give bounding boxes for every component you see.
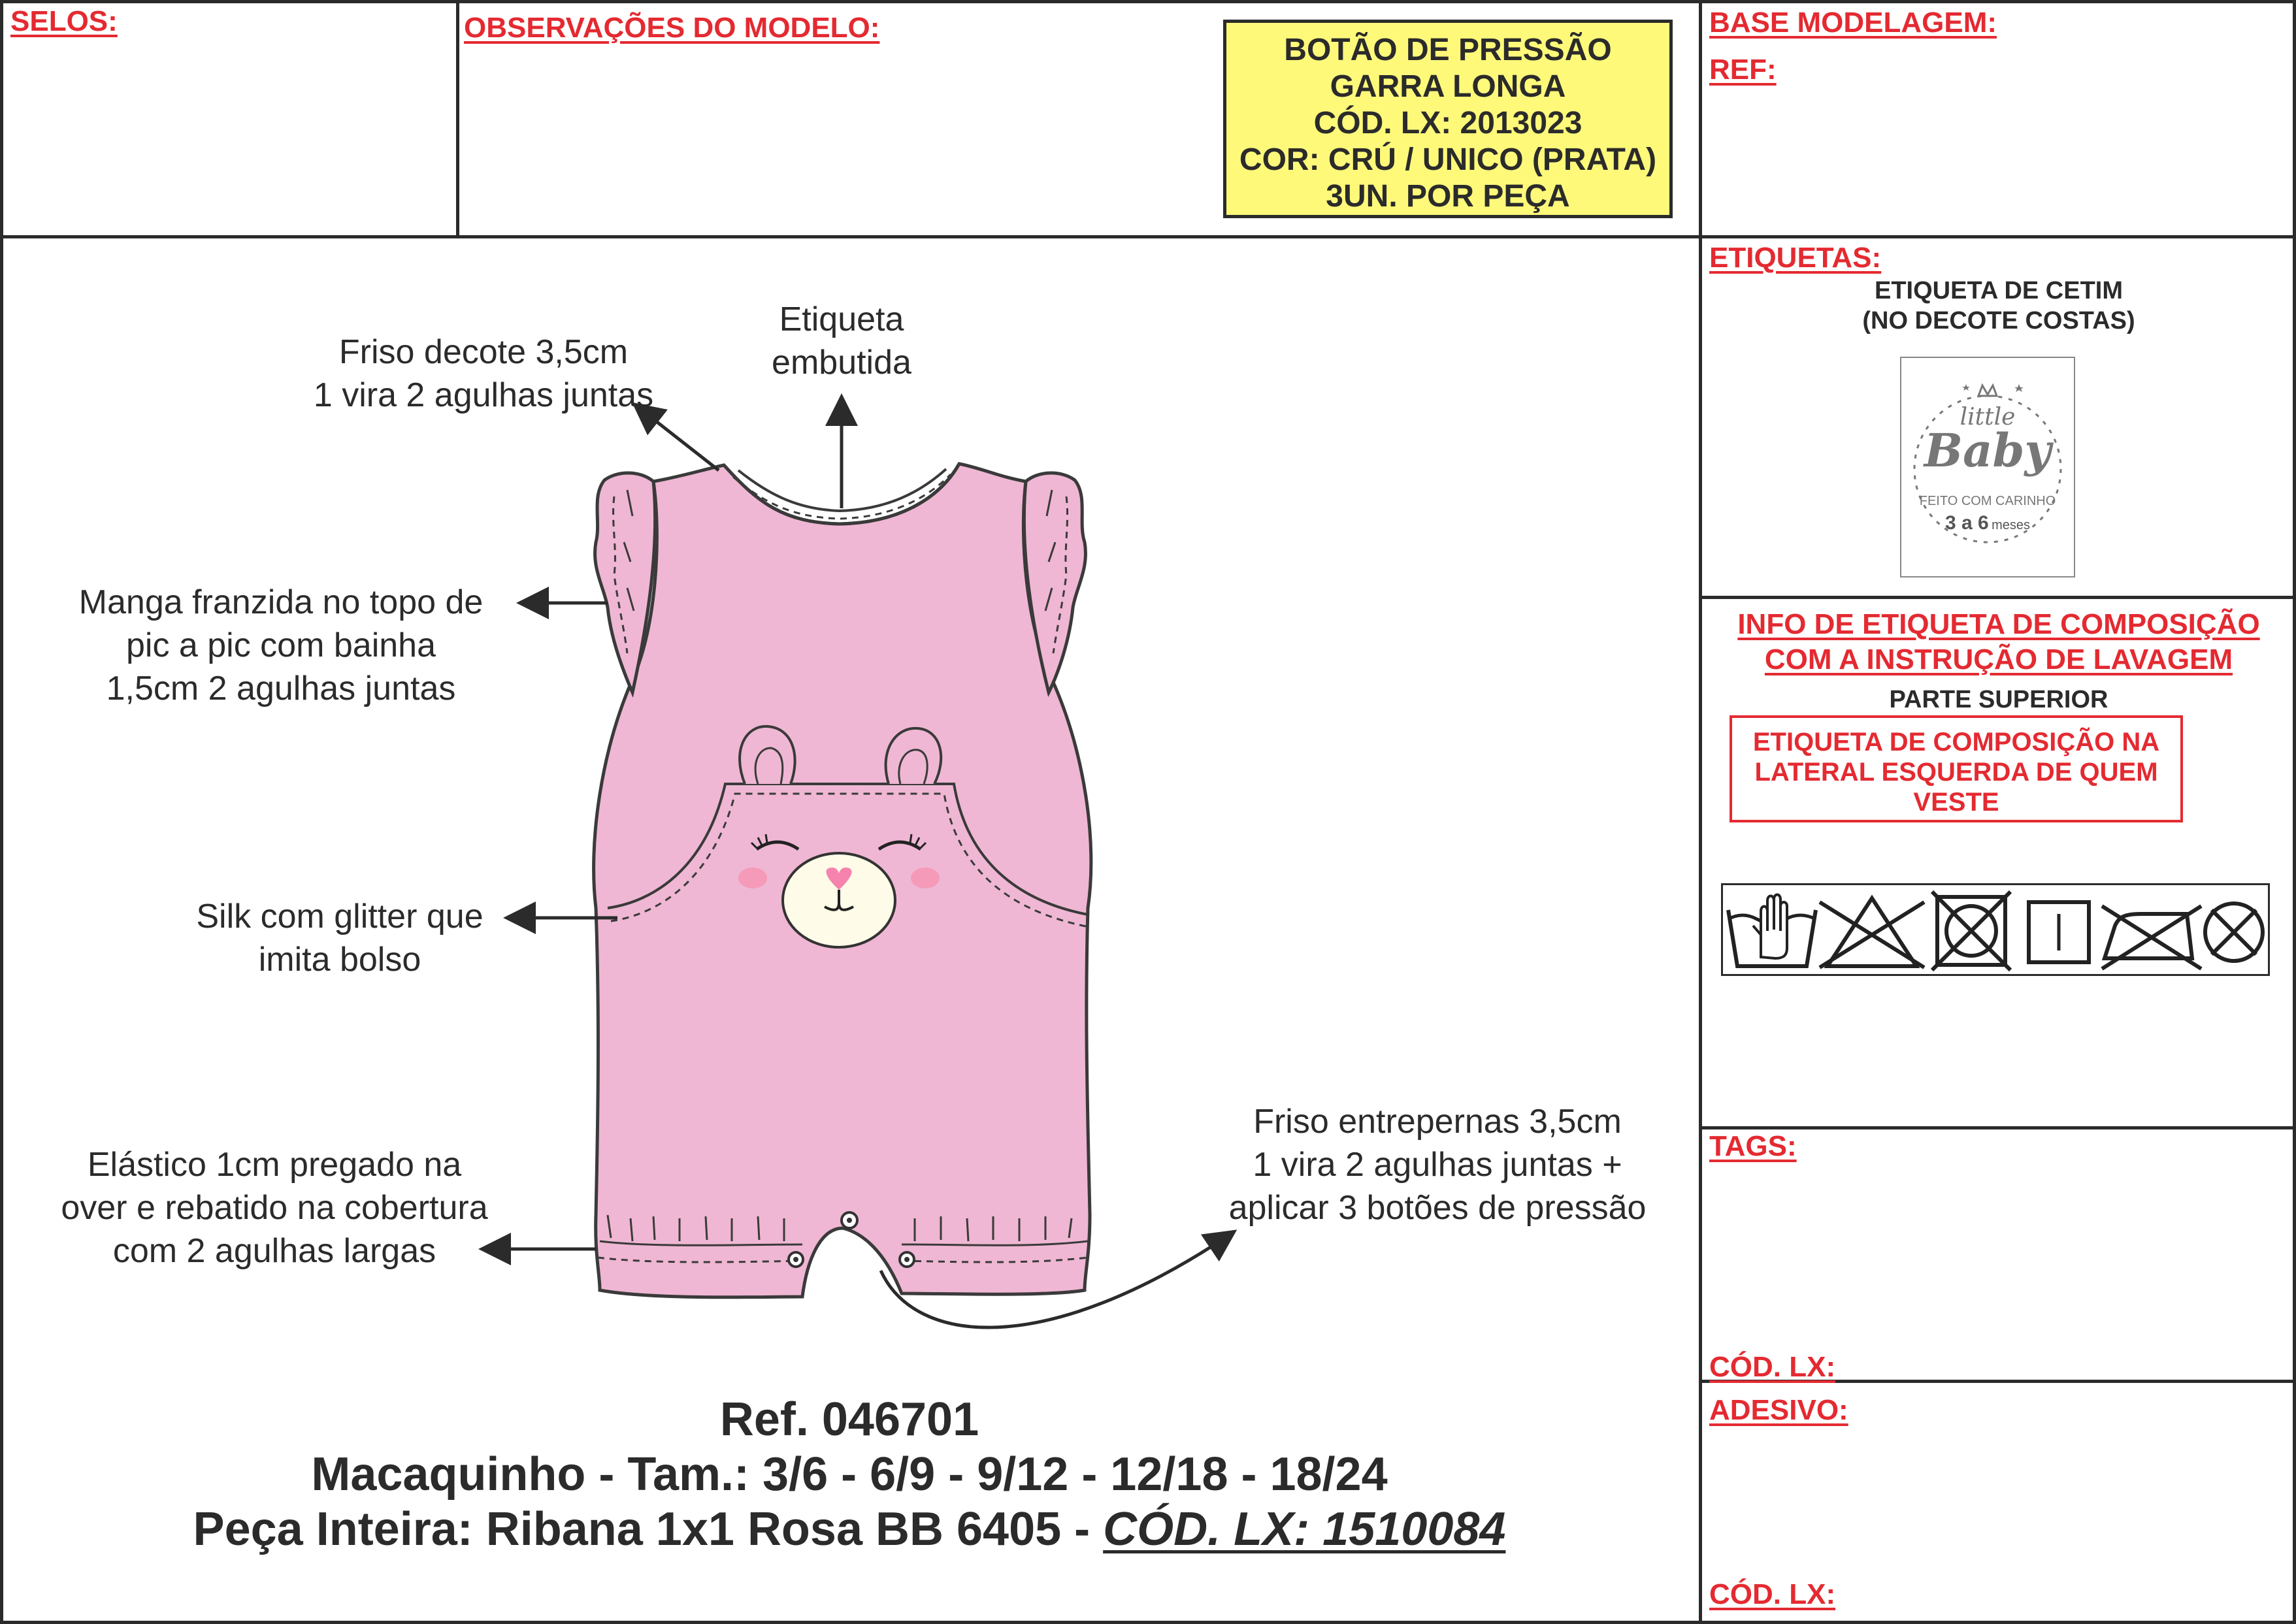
callout-friso-decote: Friso decote 3,5cm 1 vira 2 agulhas juntas (313, 333, 654, 414)
no-tumble-dry-icon (1932, 892, 2010, 970)
product-fabric (0, 1501, 1699, 1557)
button-box-line: BOTÃO DE PRESSÃO (1284, 33, 1612, 67)
tags-label: TAGS: (1709, 1130, 1797, 1162)
hand-wash-icon (1728, 895, 1816, 967)
ref-label: REF: (1709, 54, 1777, 86)
button-box-line: GARRA LONGA (1330, 69, 1566, 104)
selos-label: SELOS: (10, 5, 118, 37)
logo-feito: FEITO COM CARINHO (1919, 494, 2056, 508)
logo-baby: Baby (1924, 423, 2052, 478)
selos-divider (456, 0, 459, 236)
observacoes-label: OBSERVAÇÕES DO MODELO: (464, 12, 880, 44)
product-description: Macaquinho - Tam.: 3/6 - 6/9 - 9/12 - 12/18 - 18/24 (311, 1448, 1388, 1501)
no-dry-clean-icon (2205, 903, 2263, 961)
no-bleach-icon (1820, 898, 1924, 967)
button-box-line: CÓD. LX: 2013023 (1313, 106, 1583, 140)
product-ref: Ref. 046701 (719, 1393, 979, 1446)
callout-silk: Silk com glitter que imita bolso (196, 898, 484, 979)
composicao-bottom-divider (1700, 1126, 2296, 1129)
snap-button-info-box (1223, 20, 1673, 218)
outer-border-bottom (0, 1621, 2296, 1624)
fabric-code: CÓD. LX: 1510084 (1103, 1503, 1506, 1555)
line-dry-icon (2029, 902, 2089, 962)
adesivo-cod-lx-label: CÓD. LX: (1709, 1578, 1836, 1610)
fabric-prefix: Peça Inteira: Ribana 1x1 Rosa BB 6405 - (193, 1503, 1104, 1555)
button-box-line: COR: CRÚ / UNICO (PRATA) (1239, 142, 1657, 177)
callout-elastico: Elástico 1cm pregado na over e rebatido na cobertura com 2 agulhas largas (61, 1146, 488, 1270)
etiquetas-bottom-divider (1700, 596, 2296, 599)
button-box-line: 3UN. POR PEÇA (1326, 179, 1570, 214)
parte-superior-label: PARTE SUPERIOR (1889, 686, 2108, 713)
outer-border-top (0, 0, 2296, 3)
base-modelagem-label: BASE MODELAGEM: (1709, 7, 1997, 39)
callout-manga: Manga franzida no topo de pic a pic com bainha 1,5cm 2 agulhas juntas (78, 583, 484, 707)
composicao-position-box: ETIQUETA DE COMPOSIÇÃO NA LATERAL ESQUERDA DE QUEM VESTE (1730, 715, 2183, 822)
composicao-title-line2: COM A INSTRUÇÃO DE LAVAGEM (1764, 643, 2233, 675)
etiquetas-label: ETIQUETAS: (1709, 242, 1882, 274)
adesivo-label: ADESIVO: (1709, 1394, 1848, 1426)
etiqueta-title-line1: ETIQUETA DE CETIM (1875, 277, 2123, 304)
etiqueta-title-line2: (NO DECOTE COSTAS) (1862, 307, 2135, 334)
care-symbols-strip (1721, 883, 2270, 976)
callout-etiqueta-embutida: Etiqueta embutida (772, 300, 911, 382)
logo-little: little (1960, 404, 2016, 430)
composicao-title-line1: INFO DE ETIQUETA DE COMPOSIÇÃO (1737, 608, 2260, 640)
tags-cod-lx-label: CÓD. LX: (1709, 1351, 1836, 1383)
callout-friso-entrepernas: Friso entrepernas 3,5cm 1 vira 2 agulhas juntas + aplicar 3 botões de pressão (1228, 1103, 1647, 1227)
bear-left-ear (740, 726, 795, 784)
satin-label-card (1900, 357, 2075, 577)
logo-size: 3 a 6 meses (1944, 512, 2031, 534)
no-iron-icon (2102, 906, 2201, 969)
